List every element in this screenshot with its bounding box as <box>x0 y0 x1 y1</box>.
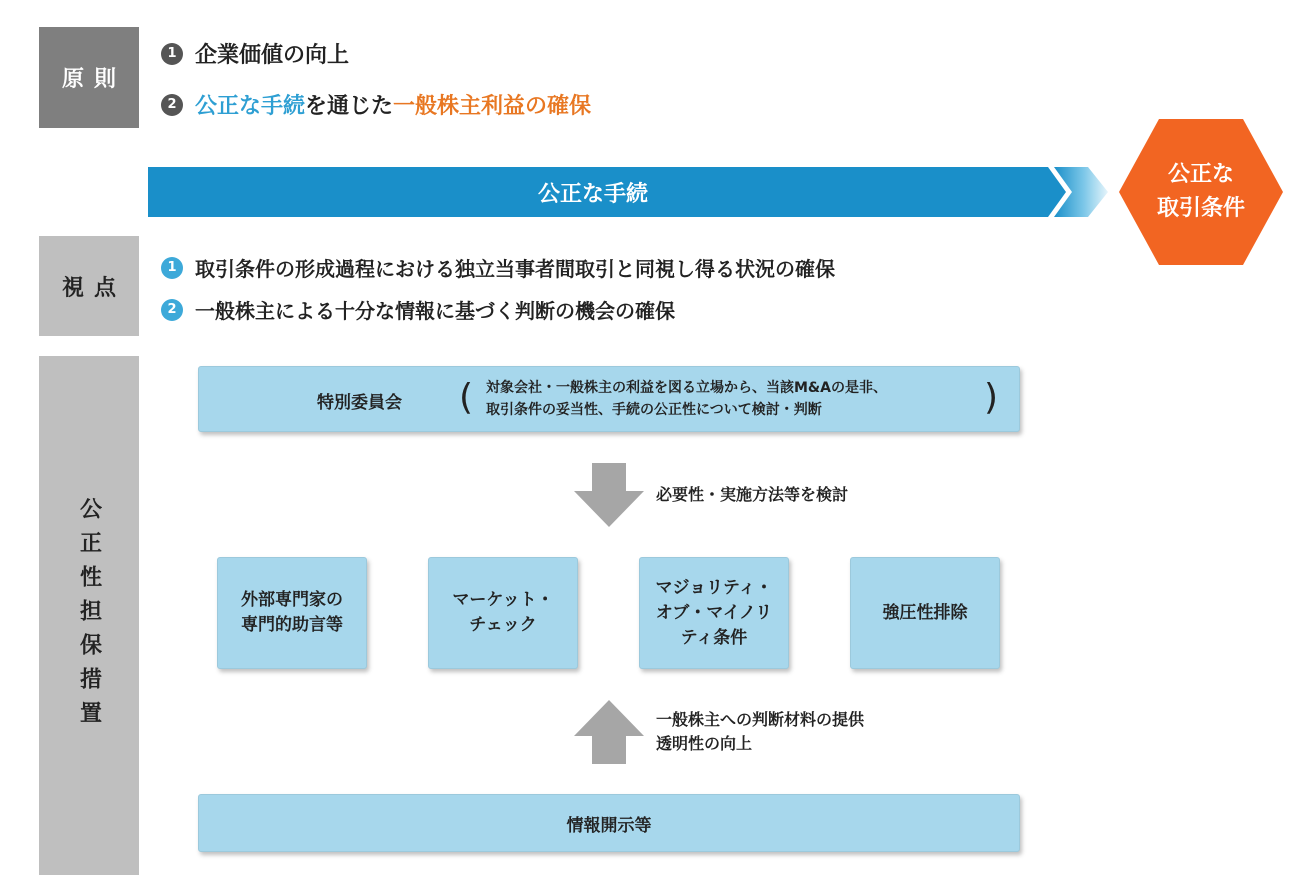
number-1-badge: 1 <box>161 43 183 65</box>
hexagon-line-2: 取引条件 <box>1156 196 1245 221</box>
measure-coercion-elimination <box>850 557 1000 669</box>
right-paren: ) <box>984 377 999 418</box>
description-line-1: 対象会社・一般株主の利益を図る立場から、当該M&Aの是非、 <box>486 380 887 396</box>
hexagon-line-1: 公正な <box>1167 162 1234 187</box>
viewpoint-1 <box>161 253 835 282</box>
measure-2-line-1: マーケット・ <box>452 590 554 610</box>
number-1-badge: 1 <box>161 257 183 279</box>
up-arrow-icon <box>574 700 644 764</box>
number-2-badge: 2 <box>161 299 183 321</box>
principle-2-shareholder-interest-text: 一般株主利益の確保 <box>393 94 592 119</box>
viewpoint-1-text: 取引条件の形成過程における独立当事者間取引と同視し得る状況の確保 <box>195 257 835 281</box>
information-disclosure-label: 情報開示等 <box>566 815 652 836</box>
special-committee-box <box>198 366 1020 432</box>
special-committee-title: 特別委員会 <box>317 392 402 413</box>
principle-1-text: 企業価値の向上 <box>195 43 350 68</box>
fair-procedure-arrow-bar <box>148 167 1038 217</box>
measure-2-line-2: チェック <box>469 615 537 635</box>
fair-terms-hexagon <box>1117 117 1285 267</box>
measure-market-check <box>428 557 578 669</box>
up-note-line-2: 透明性の向上 <box>656 734 753 753</box>
information-provision-note <box>656 708 864 756</box>
measure-external-expert-advice <box>217 557 367 669</box>
label-viewpoint: 視点 <box>39 236 139 336</box>
principle-2-fair-procedure-text: 公正な手続 <box>195 94 306 119</box>
principle-1 <box>161 38 349 69</box>
measure-1-line-2: 専門的助言等 <box>241 615 343 635</box>
label-principle: 原則 <box>39 27 139 128</box>
left-paren: ( <box>459 377 474 418</box>
information-disclosure-box <box>198 794 1020 852</box>
special-committee-description <box>486 377 887 421</box>
up-note-line-1: 一般株主への判断材料の提供 <box>656 710 865 729</box>
measure-3-line-1: マジョリティ・ <box>655 577 773 598</box>
measure-3-line-3: ティ条件 <box>680 627 748 648</box>
fair-procedure-arrow-label: 公正な手続 <box>537 181 648 207</box>
label-fairness-measures: 公正性担保措置 <box>39 356 139 875</box>
down-arrow-icon <box>574 463 644 527</box>
viewpoint-2 <box>161 295 675 324</box>
arrow-head-icon <box>1020 167 1115 217</box>
principle-2-through-text: を通じた <box>305 94 394 119</box>
measure-1-line-1: 外部専門家の <box>241 590 343 610</box>
consider-necessity-note: 必要性・実施方法等を検討 <box>656 485 849 504</box>
principle-2 <box>161 89 591 120</box>
viewpoint-2-text: 一般株主による十分な情報に基づく判断の機会の確保 <box>195 299 675 323</box>
description-line-2: 取引条件の妥当性、手続の公正性について検討・判断 <box>486 402 822 418</box>
number-2-badge: 2 <box>161 94 183 116</box>
measure-3-line-2: オブ・マイノリ <box>655 602 773 623</box>
measure-majority-of-minority <box>639 557 789 669</box>
measure-4-line-1: 強圧性排除 <box>882 602 968 623</box>
